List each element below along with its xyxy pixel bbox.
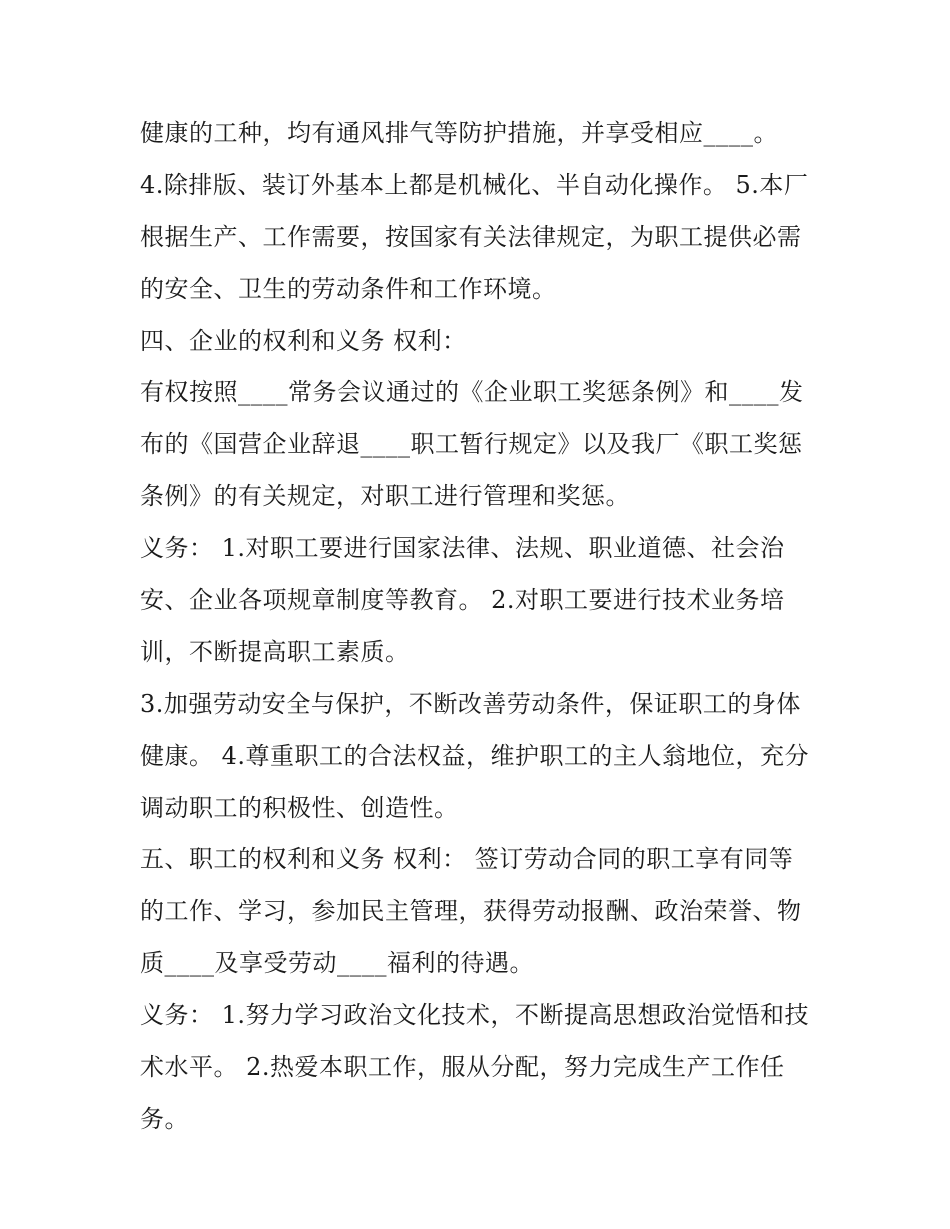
text-line: 有权按照____常务会议通过的《企业职工奖惩条例》和____发 <box>140 378 804 407</box>
text-line: 训，不断提高职工素质。 <box>140 637 410 666</box>
text-line: 条例》的有关规定，对职工进行管理和奖惩。 <box>140 482 630 511</box>
text-line: 健康的工种，均有通风排气等防护措施，并享受相应____。 <box>140 119 778 147</box>
section-heading-employee: 五、职工的权利和义务 权利： 签订劳动合同的职工享有同等 <box>140 845 794 874</box>
text-line: 的安全、卫生的劳动条件和工作环境。 <box>140 274 557 303</box>
text-line: 布的《国营企业辞退____职工暂行规定》以及我厂《职工奖惩 <box>140 430 803 459</box>
text-line: 3.加强劳动安全与保护，不断改善劳动条件，保证职工的身体 <box>140 689 801 718</box>
text-line: 义务： 1.对职工要进行国家法律、法规、职业道德、社会治 <box>140 534 785 563</box>
section-heading-enterprise: 四、企业的权利和义务 权利： <box>140 326 467 355</box>
text-line: 根据生产、工作需要，按国家有关法律规定，为职工提供必需 <box>140 222 802 251</box>
text-line: 4.除排版、装订外基本上都是机械化、半自动化操作。 5.本厂 <box>140 170 809 199</box>
text-line: 义务： 1.努力学习政治文化技术，不断提高思想政治觉悟和技 <box>140 1001 810 1030</box>
text-line: 调动职工的积极性、创造性。 <box>140 793 459 822</box>
text-line: 的工作、学习，参加民主管理，获得劳动报酬、政治荣誉、物 <box>140 897 802 926</box>
text-line: 健康。 4.尊重职工的合法权益，维护职工的主人翁地位，充分 <box>140 741 810 770</box>
document-body <box>140 108 820 1146</box>
text-line: 务。 <box>140 1104 189 1133</box>
text-line: 质____及享受劳动____福利的待遇。 <box>140 949 534 978</box>
text-line: 术水平。 2.热爱本职工作，服从分配，努力完成生产工作任 <box>140 1053 785 1082</box>
text-line: 安、企业各项规章制度等教育。 2.对职工要进行技术业务培 <box>140 586 785 615</box>
